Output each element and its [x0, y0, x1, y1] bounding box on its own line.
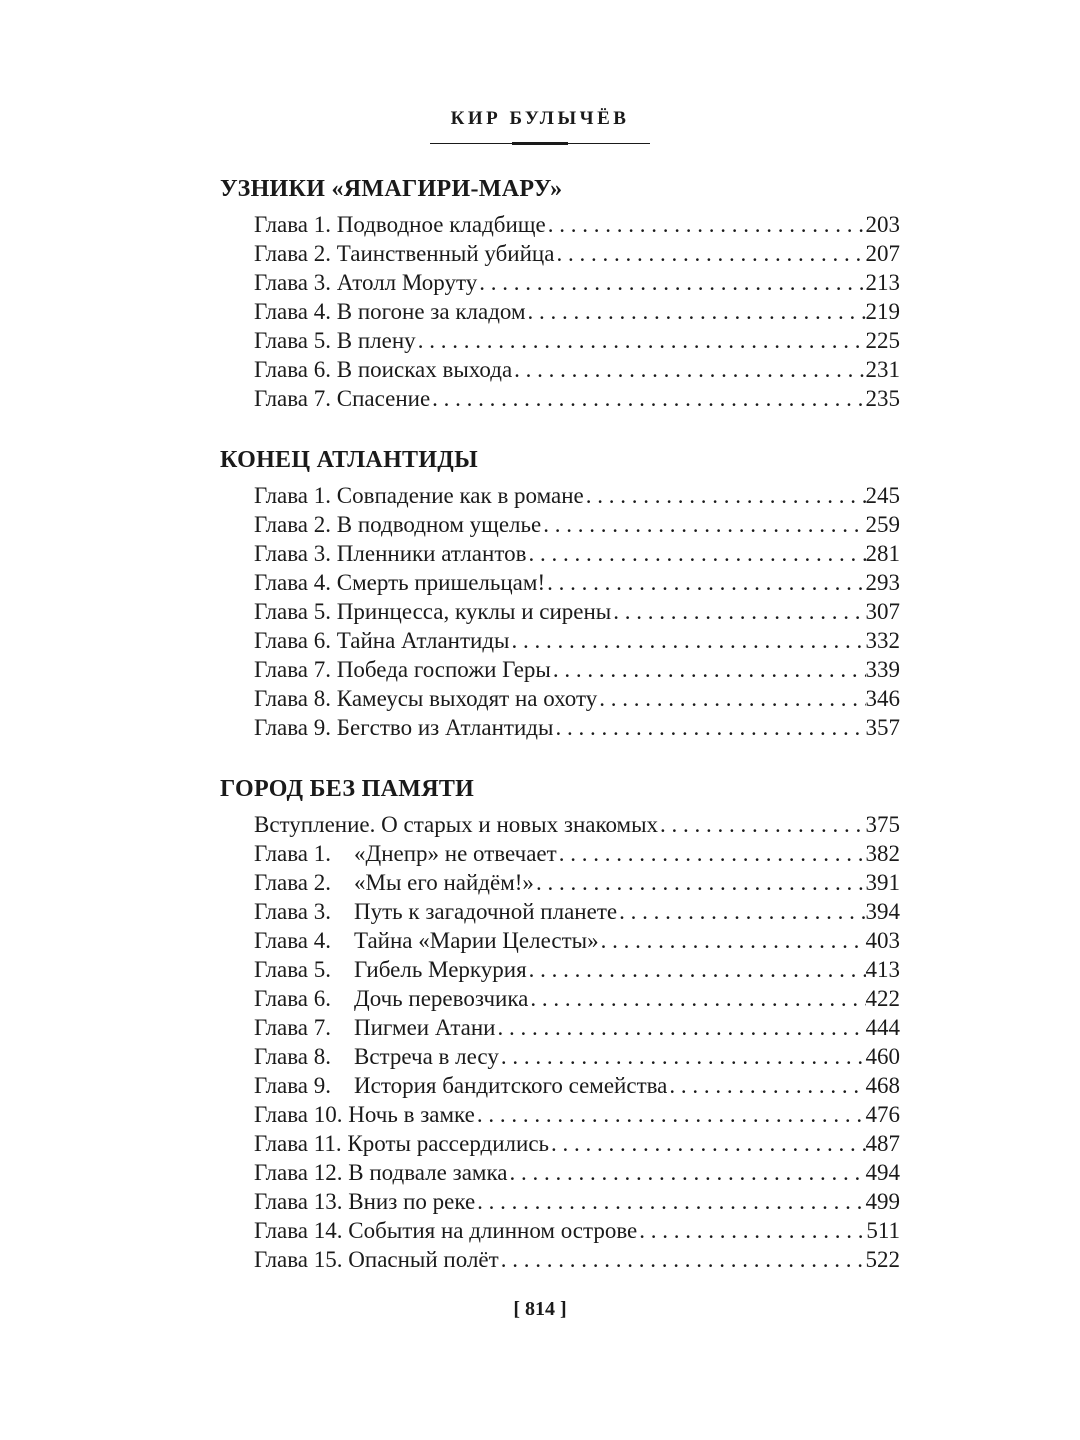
page-number: 245: [865, 483, 900, 508]
section-title: УЗНИКИ «ЯМАГИРИ-МАРУ»: [220, 176, 563, 202]
chapter-number: Вступление.: [254, 812, 376, 837]
toc-entry[interactable]: [254, 655, 900, 684]
dot-leader: [658, 810, 865, 839]
page-number: 203: [865, 212, 900, 237]
page-number: 339: [865, 657, 900, 682]
chapter-number: Глава 3.: [254, 899, 332, 924]
dot-leader: [617, 897, 865, 926]
chapter-number: Глава 1.: [254, 841, 332, 866]
chapter-title: Дочь перевозчика: [354, 986, 529, 1011]
chapter-title: В подводном ущелье: [336, 512, 542, 537]
toc-entry[interactable]: [254, 1158, 900, 1187]
chapter-number: Глава 5.: [254, 957, 332, 982]
dot-leader: [499, 1042, 866, 1071]
chapter-number: Глава 3.: [254, 541, 332, 566]
toc-section-gorod-bez-pamyati: [220, 772, 900, 1274]
chapter-number: Глава 4.: [254, 570, 332, 595]
toc-entry[interactable]: [254, 1100, 900, 1129]
chapter-number: Глава 9.: [254, 715, 332, 740]
page-number: 382: [865, 841, 900, 866]
chapter-number: Глава 1.: [254, 483, 332, 508]
toc-entry[interactable]: [254, 810, 900, 839]
toc-entry[interactable]: [254, 510, 900, 539]
chapter-title: Встреча в лесу: [354, 1044, 499, 1069]
chapter-title: Тайна Атлантиды: [336, 628, 510, 653]
toc-entry[interactable]: [254, 955, 900, 984]
chapter-title: Гибель Меркурия: [354, 957, 527, 982]
chapter-number: Глава 13.: [254, 1189, 343, 1214]
dot-leader: [637, 1216, 866, 1245]
toc-entry[interactable]: [254, 1187, 900, 1216]
page-number: 207: [865, 241, 900, 266]
toc-entry[interactable]: [254, 568, 900, 597]
chapter-number: Глава 8.: [254, 686, 332, 711]
dot-leader: [477, 268, 865, 297]
toc-entry[interactable]: [254, 481, 900, 510]
section-title: КОНЕЦ АТЛАНТИДЫ: [220, 447, 478, 473]
chapter-title: Пленники атлантов: [336, 541, 527, 566]
dot-leader: [527, 955, 866, 984]
dot-leader: [541, 510, 865, 539]
page-number: 231: [865, 357, 900, 382]
dot-leader: [549, 1129, 865, 1158]
section-title: ГОРОД БЕЗ ПАМЯТИ: [220, 776, 475, 802]
toc-entry[interactable]: [254, 926, 900, 955]
page-number: 403: [865, 928, 900, 953]
chapter-title: Ночь в замке: [348, 1102, 475, 1127]
chapter-number: Глава 2.: [254, 512, 332, 537]
chapter-number: Глава 6.: [254, 628, 332, 653]
chapter-title: Вниз по реке: [348, 1189, 476, 1214]
toc-entry[interactable]: [254, 539, 900, 568]
chapter-number: Глава 8.: [254, 1044, 332, 1069]
dot-leader: [526, 297, 866, 326]
chapter-number: Глава 10.: [254, 1102, 343, 1127]
chapter-number: Глава 7.: [254, 1015, 332, 1040]
toc-entry[interactable]: [254, 1129, 900, 1158]
chapter-title: В поисках выхода: [336, 357, 513, 382]
chapter-number: Глава 5.: [254, 328, 332, 353]
chapter-number: Глава 2.: [254, 870, 332, 895]
chapter-number: Глава 11.: [254, 1131, 342, 1156]
page-number: 293: [865, 570, 900, 595]
page-number: 346: [865, 686, 900, 711]
chapter-title: В погоне за кладом: [336, 299, 526, 324]
dot-leader: [557, 839, 866, 868]
chapter-number: Глава 6.: [254, 357, 332, 382]
chapter-title: Тайна «Марии Целесты»: [354, 928, 599, 953]
page-number: 460: [865, 1044, 900, 1069]
chapter-title: Совпадение как в романе: [336, 483, 584, 508]
chapter-number: Глава 4.: [254, 928, 332, 953]
toc-entry[interactable]: [254, 868, 900, 897]
chapter-title: Спасение: [336, 386, 431, 411]
dot-leader: [553, 713, 865, 742]
chapter-title: В плену: [336, 328, 416, 353]
dot-leader: [584, 481, 866, 510]
chapter-title: История бандитского семейства: [354, 1073, 668, 1098]
dot-leader: [496, 1013, 866, 1042]
chapter-number: Глава 7.: [254, 386, 332, 411]
dot-leader: [416, 326, 866, 355]
dot-leader: [597, 684, 865, 713]
chapter-title: Камеусы выходят на охоту: [336, 686, 598, 711]
chapter-number: Глава 1.: [254, 212, 332, 237]
chapter-number: Глава 14.: [254, 1218, 343, 1243]
chapter-title: Таинственный убийца: [336, 241, 555, 266]
dot-leader: [599, 926, 866, 955]
toc-entries: [254, 481, 900, 742]
chapter-title: Атолл Моруту: [336, 270, 478, 295]
toc-entry[interactable]: [254, 1013, 900, 1042]
chapter-number: Глава 12.: [254, 1160, 343, 1185]
page-number: 219: [865, 299, 900, 324]
chapter-number: Глава 3.: [254, 270, 332, 295]
toc-entry[interactable]: [254, 210, 900, 239]
page-number: 225: [865, 328, 900, 353]
dot-leader: [545, 568, 865, 597]
toc-entry[interactable]: [254, 268, 900, 297]
dot-leader: [534, 868, 866, 897]
page-number: 213: [865, 270, 900, 295]
toc-entry[interactable]: [254, 1245, 900, 1274]
toc-entries: [254, 810, 900, 1274]
toc-entry[interactable]: [254, 384, 900, 413]
toc-entry[interactable]: [254, 684, 900, 713]
toc-entry[interactable]: [254, 626, 900, 655]
page-number: 468: [865, 1073, 900, 1098]
toc-entry[interactable]: [254, 713, 900, 742]
dot-leader: [510, 626, 866, 655]
dot-leader: [526, 539, 865, 568]
page-number: 235: [865, 386, 900, 411]
chapter-title: Кроты рассердились: [347, 1131, 550, 1156]
chapter-title: Бегство из Атлантиды: [336, 715, 554, 740]
toc-section-konets-atlantidy: [220, 443, 900, 742]
dot-leader: [546, 210, 866, 239]
chapter-title: О старых и новых знакомых: [381, 812, 659, 837]
page-number: 444: [865, 1015, 900, 1040]
page-number: 494: [865, 1160, 900, 1185]
dot-leader: [611, 597, 865, 626]
toc-entry[interactable]: [254, 1071, 900, 1100]
dot-leader: [667, 1071, 865, 1100]
page-number: 487: [865, 1131, 900, 1156]
toc-section-uzniki: [220, 172, 900, 413]
chapter-title: События на длинном острове: [348, 1218, 638, 1243]
toc-entry[interactable]: [254, 355, 900, 384]
chapter-title: Принцесса, куклы и сирены: [336, 599, 612, 624]
chapter-title: Подводное кладбище: [336, 212, 546, 237]
page-number: 332: [865, 628, 900, 653]
toc-entry[interactable]: [254, 297, 900, 326]
page-number: 511: [866, 1218, 900, 1243]
toc-entry[interactable]: [254, 984, 900, 1013]
chapter-number: Глава 2.: [254, 241, 332, 266]
page-number: 394: [865, 899, 900, 924]
dot-leader: [499, 1245, 866, 1274]
page-number: 422: [865, 986, 900, 1011]
running-head-rule-accent: [512, 142, 568, 145]
page-number: 307: [865, 599, 900, 624]
toc-entry[interactable]: [254, 1216, 900, 1245]
dot-leader: [528, 984, 865, 1013]
chapter-number: Глава 4.: [254, 299, 332, 324]
chapter-title: Путь к загадочной планете: [354, 899, 618, 924]
chapter-number: Глава 15.: [254, 1247, 343, 1272]
page-folio: [ 814 ]: [513, 1298, 567, 1320]
chapter-title: Победа госпожи Геры: [336, 657, 551, 682]
page-number: 375: [865, 812, 900, 837]
chapter-title: «Мы его найдём!»: [354, 870, 534, 895]
page-number: 522: [865, 1247, 900, 1272]
page-number: 476: [865, 1102, 900, 1127]
toc-entry[interactable]: [254, 839, 900, 868]
dot-leader: [475, 1100, 866, 1129]
dot-leader: [551, 655, 866, 684]
chapter-title: Опасный полёт: [348, 1247, 499, 1272]
page-number: 391: [865, 870, 900, 895]
toc-entries: [254, 210, 900, 413]
toc-entry[interactable]: [254, 1042, 900, 1071]
toc-entry[interactable]: [254, 597, 900, 626]
toc-entry[interactable]: [254, 897, 900, 926]
chapter-number: Глава 5.: [254, 599, 332, 624]
running-head: КИР БУЛЫЧЁВ: [450, 108, 630, 129]
dot-leader: [430, 384, 865, 413]
chapter-number: Глава 7.: [254, 657, 332, 682]
chapter-title: «Днепр» не отвечает: [354, 841, 557, 866]
page-number: 281: [865, 541, 900, 566]
dot-leader: [475, 1187, 865, 1216]
dot-leader: [554, 239, 865, 268]
toc-entry[interactable]: [254, 326, 900, 355]
chapter-title: Смерть пришельцам!: [336, 570, 546, 595]
page-number: 499: [865, 1189, 900, 1214]
chapter-number: Глава 9.: [254, 1073, 332, 1098]
page-number: 357: [865, 715, 900, 740]
dot-leader: [512, 355, 865, 384]
chapter-number: Глава 6.: [254, 986, 332, 1011]
chapter-title: В подвале замка: [348, 1160, 508, 1185]
chapter-title: Пигмеи Атани: [354, 1015, 496, 1040]
dot-leader: [508, 1158, 866, 1187]
page-number: 259: [865, 512, 900, 537]
page-number: 413: [865, 957, 900, 982]
toc-entry[interactable]: [254, 239, 900, 268]
